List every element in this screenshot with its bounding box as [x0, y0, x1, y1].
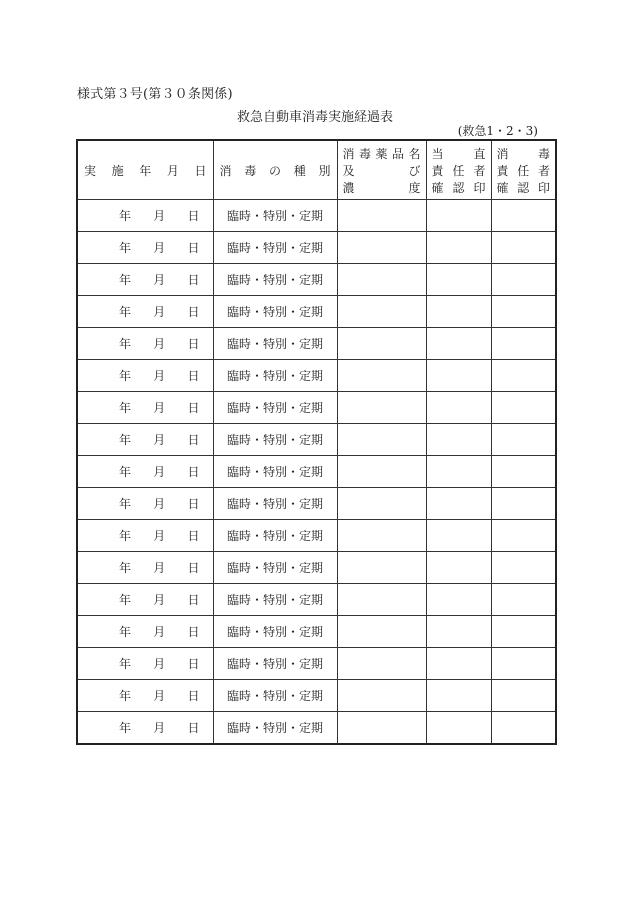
disinfection-type-cell[interactable]: 臨時・特別・定期 [213, 264, 337, 296]
duty-officer-seal-cell[interactable] [426, 360, 491, 392]
duty-officer-seal-cell[interactable] [426, 296, 491, 328]
disinfection-type-cell[interactable]: 臨時・特別・定期 [213, 616, 337, 648]
header-char: 当 [431, 147, 444, 161]
header-line [343, 162, 421, 179]
header-char: 消 [219, 163, 232, 178]
date-cell[interactable] [77, 264, 213, 296]
duty-officer-seal-cell[interactable] [426, 200, 491, 232]
header-char: 及 [342, 164, 355, 178]
disinfection-type-cell[interactable]: 臨時・特別・定期 [213, 648, 337, 680]
year-label: 年 [119, 721, 132, 735]
year-label: 年 [119, 497, 132, 511]
disinfect-officer-seal-cell[interactable] [491, 552, 556, 584]
year-label: 年 [119, 625, 132, 639]
month-label: 月 [153, 529, 166, 543]
header-char: 消 [496, 147, 509, 161]
table-row [77, 648, 556, 680]
table-row [77, 520, 556, 552]
day-label: 日 [187, 497, 200, 511]
day-label: 日 [187, 657, 200, 671]
header-char: び [408, 164, 421, 178]
header-char: 認 [452, 181, 465, 195]
date-cell[interactable] [77, 424, 213, 456]
table-row [77, 296, 556, 328]
date-cell[interactable] [77, 488, 213, 520]
chemical-cell[interactable] [337, 232, 426, 264]
disinfect-officer-seal-cell[interactable] [491, 328, 556, 360]
month-label: 月 [153, 561, 166, 575]
duty-officer-seal-cell[interactable] [426, 424, 491, 456]
header-char: 直 [473, 147, 486, 161]
table-row [77, 264, 556, 296]
duty-officer-seal-cell[interactable] [426, 552, 491, 584]
form-number-label: 様式第３号(第３０条関係) [77, 87, 233, 102]
disinfect-officer-seal-cell[interactable] [491, 648, 556, 680]
duty-officer-seal-cell[interactable] [426, 712, 491, 745]
header-char: 実 [84, 163, 97, 178]
year-label: 年 [119, 241, 132, 255]
header-char: 薬 [375, 147, 388, 161]
duty-officer-seal-cell[interactable] [426, 488, 491, 520]
duty-officer-seal-cell[interactable] [426, 680, 491, 712]
disinfect-officer-seal-cell[interactable] [491, 200, 556, 232]
month-label: 月 [153, 593, 166, 607]
disinfect-officer-seal-cell[interactable] [491, 232, 556, 264]
chemical-cell[interactable] [337, 200, 426, 232]
year-label: 年 [119, 561, 132, 575]
header-char: 年 [139, 163, 152, 178]
header-kind [213, 140, 337, 200]
duty-officer-seal-cell[interactable] [426, 264, 491, 296]
day-label: 日 [187, 305, 200, 319]
header-duty-officer [426, 140, 491, 200]
duty-officer-seal-cell[interactable] [426, 584, 491, 616]
disinfection-type-cell[interactable]: 臨時・特別・定期 [213, 488, 337, 520]
month-label: 月 [153, 305, 166, 319]
table-row [77, 584, 556, 616]
month-label: 月 [153, 721, 166, 735]
disinfection-type-cell[interactable]: 臨時・特別・定期 [213, 328, 337, 360]
date-cell[interactable] [77, 552, 213, 584]
duty-officer-seal-cell[interactable] [426, 392, 491, 424]
header-char: 任 [452, 164, 465, 178]
header-char: の [268, 163, 281, 178]
chemical-cell[interactable] [337, 488, 426, 520]
disinfect-officer-seal-cell[interactable] [491, 488, 556, 520]
chemical-cell[interactable] [337, 616, 426, 648]
day-label: 日 [187, 337, 200, 351]
day-label: 日 [187, 689, 200, 703]
chemical-cell[interactable] [337, 712, 426, 745]
month-label: 月 [153, 689, 166, 703]
duty-officer-seal-cell[interactable] [426, 616, 491, 648]
header-char: 品 [391, 147, 404, 161]
month-label: 月 [153, 209, 166, 223]
header-disinfect-officer [491, 140, 556, 200]
disinfect-officer-seal-cell[interactable] [491, 392, 556, 424]
table-row [77, 232, 556, 264]
date-cell[interactable] [77, 296, 213, 328]
disinfect-officer-seal-cell[interactable] [491, 584, 556, 616]
disinfection-log-table [76, 139, 557, 745]
month-label: 月 [153, 337, 166, 351]
date-cell[interactable] [77, 232, 213, 264]
header-line [432, 162, 486, 179]
day-label: 日 [187, 529, 200, 543]
header-line [432, 179, 486, 196]
disinfect-officer-seal-cell[interactable] [491, 616, 556, 648]
chemical-cell[interactable] [337, 328, 426, 360]
disinfection-type-cell[interactable]: 臨時・特別・定期 [213, 552, 337, 584]
table-row [77, 488, 556, 520]
duty-officer-seal-cell[interactable] [426, 520, 491, 552]
year-label: 年 [119, 657, 132, 671]
month-label: 月 [153, 369, 166, 383]
month-label: 月 [153, 625, 166, 639]
header-char: 毒 [358, 147, 371, 161]
table-row [77, 712, 556, 745]
disinfect-officer-seal-cell[interactable] [491, 360, 556, 392]
day-label: 日 [187, 465, 200, 479]
day-label: 日 [187, 721, 200, 735]
day-label: 日 [187, 273, 200, 287]
month-label: 月 [153, 273, 166, 287]
disinfection-type-cell[interactable]: 臨時・特別・定期 [213, 296, 337, 328]
year-label: 年 [119, 689, 132, 703]
header-char: 消 [342, 147, 355, 161]
month-label: 月 [153, 433, 166, 447]
month-label: 月 [153, 465, 166, 479]
chemical-cell[interactable] [337, 392, 426, 424]
month-label: 月 [153, 401, 166, 415]
chemical-cell[interactable] [337, 264, 426, 296]
date-cell[interactable] [77, 456, 213, 488]
year-label: 年 [119, 273, 132, 287]
header-char: 者 [473, 164, 486, 178]
header-line [432, 145, 486, 162]
header-chemical [337, 140, 426, 200]
table-row [77, 456, 556, 488]
header-char: 印 [537, 181, 550, 195]
header-char: 月 [166, 163, 179, 178]
header-char: 認 [517, 181, 530, 195]
disinfect-officer-seal-cell[interactable] [491, 264, 556, 296]
document-title: 救急自動車消毒実施経過表 [236, 110, 393, 125]
header-char: 責 [496, 164, 509, 178]
header-line [497, 179, 551, 196]
date-cell[interactable] [77, 712, 213, 745]
year-label: 年 [119, 593, 132, 607]
disinfect-officer-seal-cell[interactable] [491, 680, 556, 712]
disinfection-type-cell[interactable]: 臨時・特別・定期 [213, 360, 337, 392]
header-char: 別 [318, 163, 331, 178]
chemical-cell[interactable] [337, 296, 426, 328]
disinfect-officer-seal-cell[interactable] [491, 520, 556, 552]
disinfection-type-cell[interactable]: 臨時・特別・定期 [213, 712, 337, 745]
date-cell[interactable] [77, 392, 213, 424]
header-char: 度 [408, 181, 421, 195]
table-row [77, 680, 556, 712]
year-label: 年 [119, 465, 132, 479]
year-label: 年 [119, 369, 132, 383]
chemical-cell[interactable] [337, 360, 426, 392]
header-line [497, 162, 551, 179]
day-label: 日 [187, 625, 200, 639]
disinfection-type-cell[interactable]: 臨時・特別・定期 [213, 584, 337, 616]
header-line [343, 179, 421, 196]
day-label: 日 [187, 433, 200, 447]
disinfect-officer-seal-cell[interactable] [491, 712, 556, 745]
day-label: 日 [187, 561, 200, 575]
year-label: 年 [119, 337, 132, 351]
day-label: 日 [187, 369, 200, 383]
day-label: 日 [187, 209, 200, 223]
header-char: 名 [408, 147, 421, 161]
year-label: 年 [119, 209, 132, 223]
chemical-cell[interactable] [337, 552, 426, 584]
duty-officer-seal-cell[interactable] [426, 648, 491, 680]
header-line [343, 145, 421, 162]
day-label: 日 [187, 241, 200, 255]
duty-officer-seal-cell[interactable] [426, 456, 491, 488]
chemical-cell[interactable] [337, 520, 426, 552]
header-char: 印 [473, 181, 486, 195]
year-label: 年 [119, 529, 132, 543]
disinfection-type-cell[interactable]: 臨時・特別・定期 [213, 680, 337, 712]
month-label: 月 [153, 241, 166, 255]
date-cell[interactable] [77, 584, 213, 616]
header-char: 者 [537, 164, 550, 178]
chemical-cell[interactable] [337, 680, 426, 712]
header-char: 濃 [342, 181, 355, 195]
chemical-cell[interactable] [337, 648, 426, 680]
header-date [77, 140, 213, 200]
table-row [77, 424, 556, 456]
disinfection-type-cell[interactable]: 臨時・特別・定期 [213, 520, 337, 552]
year-label: 年 [119, 433, 132, 447]
header-line [497, 145, 551, 162]
disinfect-officer-seal-cell[interactable] [491, 296, 556, 328]
header-char: 毒 [244, 163, 257, 178]
header-char: 確 [496, 181, 509, 195]
date-cell[interactable] [77, 680, 213, 712]
month-label: 月 [153, 657, 166, 671]
disinfection-type-cell[interactable]: 臨時・特別・定期 [213, 456, 337, 488]
date-cell[interactable] [77, 200, 213, 232]
month-label: 月 [153, 497, 166, 511]
table-row [77, 392, 556, 424]
header-row [77, 140, 556, 200]
header-char: 日 [194, 163, 207, 178]
disinfection-type-cell[interactable]: 臨時・特別・定期 [213, 424, 337, 456]
chemical-cell[interactable] [337, 584, 426, 616]
day-label: 日 [187, 401, 200, 415]
year-label: 年 [119, 401, 132, 415]
disinfection-type-cell[interactable]: 臨時・特別・定期 [213, 392, 337, 424]
disinfect-officer-seal-cell[interactable] [491, 424, 556, 456]
header-char: 責 [431, 164, 444, 178]
header-char: 施 [111, 163, 124, 178]
header-char: 毒 [537, 147, 550, 161]
table-row [77, 200, 556, 232]
chemical-cell[interactable] [337, 424, 426, 456]
chemical-cell[interactable] [337, 456, 426, 488]
date-cell[interactable] [77, 360, 213, 392]
duty-officer-seal-cell[interactable] [426, 232, 491, 264]
date-cell[interactable] [77, 616, 213, 648]
table-row [77, 360, 556, 392]
header-char: 確 [431, 181, 444, 195]
table-row [77, 328, 556, 360]
duty-officer-seal-cell[interactable] [426, 328, 491, 360]
table-row [77, 552, 556, 584]
date-cell[interactable] [77, 648, 213, 680]
disinfect-officer-seal-cell[interactable] [491, 456, 556, 488]
form-code: (救急1・2・3) [457, 124, 538, 138]
day-label: 日 [187, 593, 200, 607]
date-cell[interactable] [77, 520, 213, 552]
disinfection-type-cell[interactable]: 臨時・特別・定期 [213, 200, 337, 232]
disinfection-type-cell[interactable]: 臨時・特別・定期 [213, 232, 337, 264]
date-cell[interactable] [77, 328, 213, 360]
header-char: 任 [517, 164, 530, 178]
table-row [77, 616, 556, 648]
header-char: 種 [293, 163, 306, 178]
year-label: 年 [119, 305, 132, 319]
